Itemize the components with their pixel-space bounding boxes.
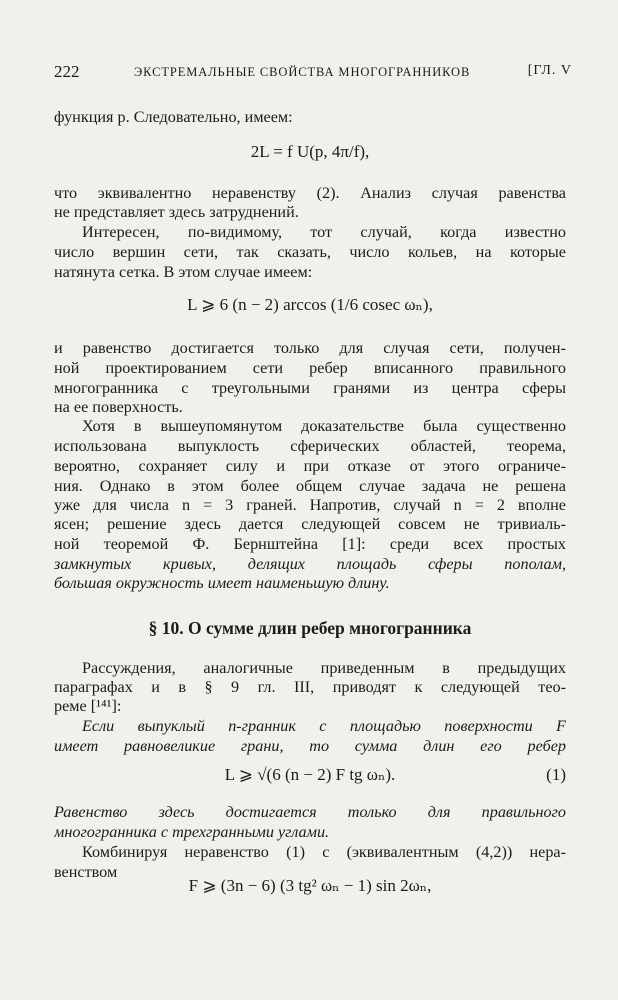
text-line: большая окружность имеет наименьшую длину. xyxy=(54,574,390,592)
text-line: ния. Однако в этом более общем случае задача не решена xyxy=(54,477,566,495)
theorem-line: многогранника с трехгранными углами. xyxy=(54,823,330,841)
formula-equality: 2L = f U(p, 4π/f), xyxy=(250,142,370,161)
text-line: число вершин сети, так сказать, число кольев, на которые xyxy=(54,243,566,261)
text-line: Интересен, по-видимому, тот случай, когда известно xyxy=(82,223,566,241)
text-line: замкнутых кривых, делящих площадь сферы пополам, xyxy=(54,555,566,573)
text-line: и равенство достигается только для случая сети, получен- xyxy=(54,339,566,357)
formula-inequality-net: L ⩾ 6 (n − 2) arccos (1/6 cosec ωₙ), xyxy=(187,295,433,314)
theorem-line: Если выпуклый n-гранник с площадью поверхности F xyxy=(82,717,566,735)
running-title: ЭКСТРЕМАЛЬНЫЕ СВОЙСТВА МНОГОГРАННИКОВ xyxy=(134,65,471,79)
text-line: использована выпуклость сферических областей, теорема, xyxy=(54,437,566,455)
text-line: Комбинируя неравенство (1) с (эквивалентным (4,2)) нера- xyxy=(82,843,566,861)
formula-area: F ⩾ (3n − 6) (3 tg² ωₙ − 1) sin 2ωₙ, xyxy=(188,876,432,895)
text-line: Рассуждения, аналогичные приведенным в предыдущих xyxy=(82,659,566,677)
theorem-line: Равенство здесь достигается только для правильного xyxy=(54,803,566,821)
text-line: уже для числа n = 3 граней. Напротив, случай n = 2 вполне xyxy=(54,496,566,514)
text-line: ясен; решение здесь дается следующей совсем не тривиаль- xyxy=(54,515,566,533)
text-line: ной проектированием сети ребер вписанного правильного xyxy=(54,359,566,377)
text-line: функция p. Следовательно, имеем: xyxy=(54,108,293,126)
theorem-line: имеет равновеликие грани, то сумма длин его ребер xyxy=(54,737,566,755)
text-line: Хотя в вышеупомянутом доказательстве была существенно xyxy=(82,417,566,435)
text-line: многогранника с треугольными гранями из центра сферы xyxy=(54,379,566,397)
text-line: что эквивалентно неравенству (2). Анализ случая равенства xyxy=(54,184,566,202)
page-number: 222 xyxy=(54,62,80,81)
text-line: вероятно, сохраняет силу и при отказе от этого ограниче- xyxy=(54,457,566,475)
text-line: ной теоремой Ф. Бернштейна [1]: среди всех простых xyxy=(54,535,566,553)
text-line: реме [¹⁴¹]: xyxy=(54,697,122,715)
text-line: не представляет здесь затруднений. xyxy=(54,203,299,221)
text-line: венством xyxy=(54,863,118,881)
section-heading: § 10. О сумме длин ребер многогранника xyxy=(148,618,472,638)
formula-edge-sum xyxy=(54,760,566,790)
equation-label: (1) xyxy=(546,765,566,784)
running-header xyxy=(54,62,572,86)
text-line: натянута сетка. В этом случае имеем: xyxy=(54,263,313,281)
chapter-label: [ГЛ. V xyxy=(527,63,572,78)
text-line: на ее поверхность. xyxy=(54,398,183,416)
formula-edge-sum-text: L ⩾ √(6 (n − 2) F tg ωₙ). xyxy=(224,765,396,784)
text-line: параграфах и в § 9 гл. III, приводят к следующей тео- xyxy=(54,678,566,696)
